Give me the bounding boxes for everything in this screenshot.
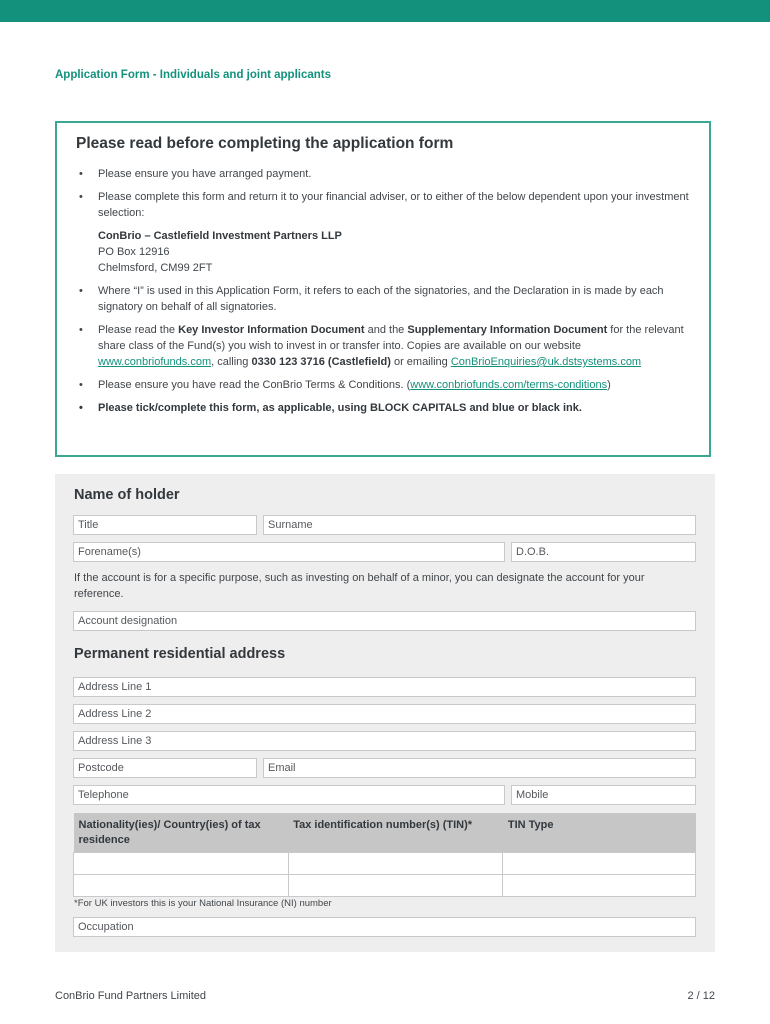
tax-cell-nationality[interactable]	[74, 853, 289, 875]
address-city: Chelmsford, CM99 2FT	[98, 262, 213, 274]
page-number: 2 / 12	[687, 990, 715, 1002]
bullet: •	[79, 191, 83, 203]
bullet: •	[79, 324, 83, 336]
instruction-item: • Please read the Key Investor Information Document and the Supplementary Information Document for the relevant share class of the Fund(s) you wish to invest in or transfer into. Copies are available on our website www.conbriofunds.com, calling 0330 123 3716 (Castlefield) or emailing ConBrioEnquiries@uk.dstsystems.com	[79, 324, 684, 368]
instruction-item: • Please ensure you have arranged payment.	[79, 168, 312, 180]
postcode-field[interactable]: Postcode	[73, 758, 257, 778]
footer-company: ConBrio Fund Partners Limited	[55, 990, 207, 1002]
mobile-field[interactable]: Mobile	[511, 785, 696, 805]
instruction-item: • Where “I” is used in this Application Form, it refers to each of the signatories, and the Declaration in is made by each signatory on behalf of all signatories.	[79, 285, 664, 313]
tax-cell-tin-type[interactable]	[503, 853, 696, 875]
instruction-item: • Please complete this form and return it to your financial adviser, or to either of the below dependent upon your investment selection: ConBrio – Castlefield Investment Partners LLP PO Box 12916 Chelmsford, CM99 2FT	[79, 191, 689, 274]
address-po-box: PO Box 12916	[98, 246, 170, 258]
permanent-address-heading: Permanent residential address	[74, 646, 286, 662]
table-row	[74, 875, 696, 897]
tax-header-tin-type: TIN Type	[503, 813, 696, 853]
forenames-field[interactable]: Forename(s)	[73, 542, 505, 562]
address-line-1-field[interactable]: Address Line 1	[73, 677, 696, 697]
tax-cell-nationality[interactable]	[74, 875, 289, 897]
email-link[interactable]: ConBrioEnquiries@uk.dstsystems.com	[450, 356, 642, 368]
bullet: •	[79, 402, 83, 414]
tax-cell-tin[interactable]	[288, 853, 503, 875]
bullet: •	[79, 379, 83, 391]
address-line-2-field[interactable]: Address Line 2	[73, 704, 696, 724]
occupation-field[interactable]: Occupation	[73, 917, 696, 937]
bullet: •	[79, 285, 83, 297]
top-accent-bar	[0, 0, 770, 22]
instructions-title: Please read before completing the application form	[76, 135, 454, 152]
name-of-holder-heading: Name of holder	[74, 487, 180, 503]
address-line-3-field[interactable]: Address Line 3	[73, 731, 696, 751]
title-field[interactable]: Title	[73, 515, 257, 535]
tin-footnote: *For UK investors this is your National Insurance (NI) number	[74, 898, 332, 909]
designation-note: If the account is for a specific purpose, such as investing on behalf of a minor, you can designate the account for your reference.	[74, 572, 645, 600]
tax-header-nationality: Nationality(ies)/ Country(ies) of tax residence	[74, 813, 289, 853]
tax-cell-tin[interactable]	[288, 875, 503, 897]
table-row	[74, 853, 696, 875]
email-field[interactable]: Email	[263, 758, 696, 778]
instructions-box	[55, 121, 711, 457]
postal-address	[98, 228, 689, 276]
kiid-label: Key Investor Information Document	[178, 324, 365, 336]
account-designation-field[interactable]: Account designation	[73, 611, 696, 631]
dob-field[interactable]: D.O.B.	[511, 542, 696, 562]
telephone-field[interactable]: Telephone	[73, 785, 505, 805]
terms-link[interactable]: www.conbriofunds.com/terms-conditions	[410, 379, 608, 391]
instruction-item: • Please ensure you have read the ConBrio Terms & Conditions. (www.conbriofunds.com/terms-conditions)	[79, 379, 611, 391]
bullet: •	[79, 168, 83, 180]
website-link[interactable]: www.conbriofunds.com	[98, 356, 212, 368]
tax-cell-tin-type[interactable]	[503, 875, 696, 897]
page-subtitle: Application Form - Individuals and joint applicants	[55, 69, 332, 81]
tax-residence-table	[73, 813, 696, 897]
instructions-list	[79, 166, 689, 423]
surname-field[interactable]: Surname	[263, 515, 696, 535]
address-company: ConBrio – Castlefield Investment Partners LLP	[98, 230, 342, 242]
instruction-item: • Please tick/complete this form, as applicable, using BLOCK CAPITALS and blue or black ink.	[79, 402, 582, 414]
sid-label: Supplementary Information Document	[407, 324, 608, 336]
phone-number: 0330 123 3716 (Castlefield)	[251, 356, 391, 368]
tax-header-tin: Tax identification number(s) (TIN)*	[288, 813, 503, 853]
